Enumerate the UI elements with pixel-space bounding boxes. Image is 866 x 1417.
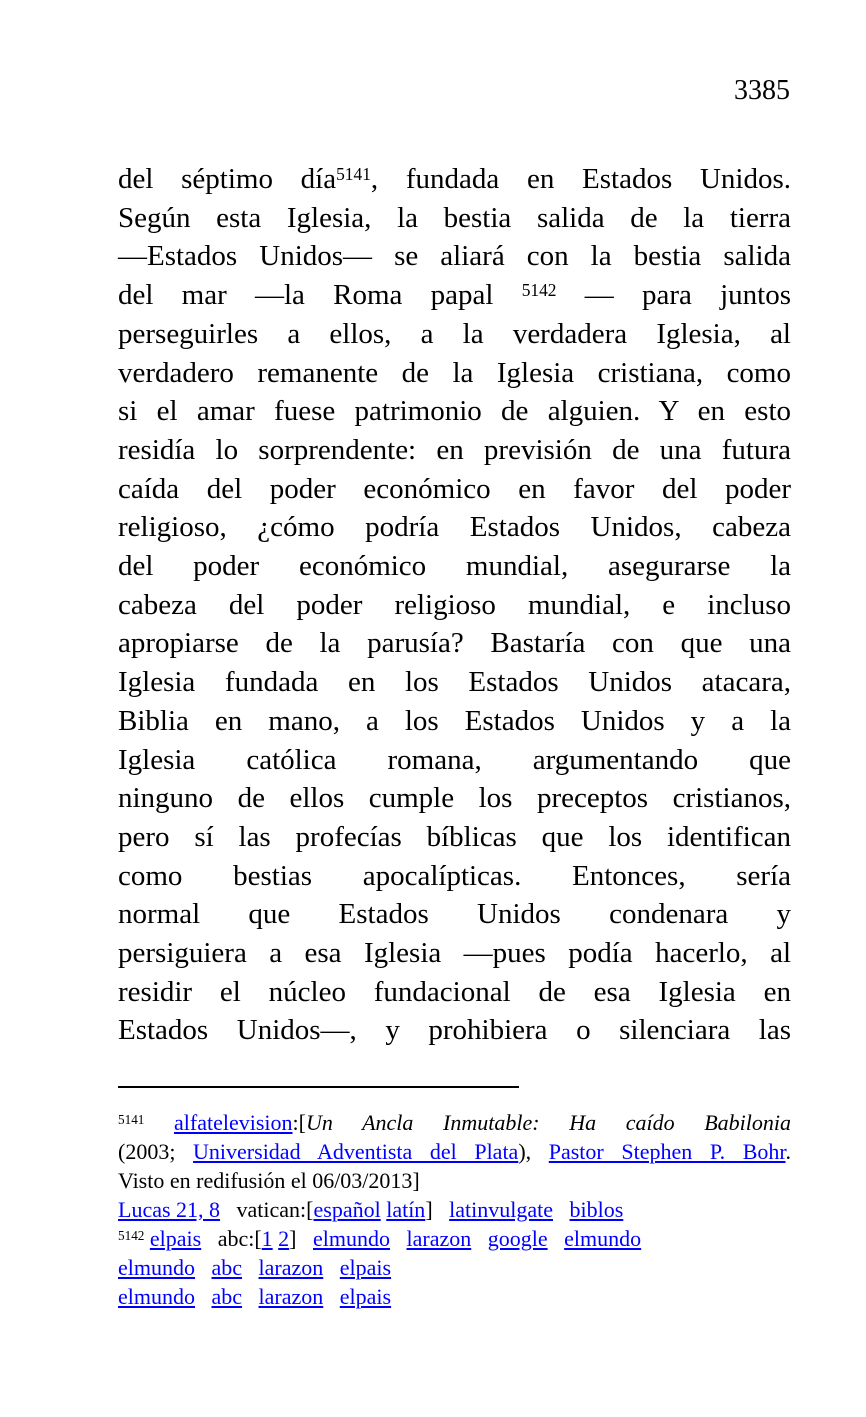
text-segment: — para juntos — [556, 279, 791, 312]
text-segment: :[ — [292, 1110, 306, 1135]
page-number: 3385 — [734, 75, 790, 106]
body-line — [118, 431, 791, 470]
text-segment: ninguno de ellos cumple los preceptos cristianos, — [118, 782, 791, 815]
text-segment: del mar —la Roma papal — [118, 279, 522, 312]
text-segment: caída del poder económico en favor del poder — [118, 472, 791, 505]
body-line — [118, 237, 791, 276]
text-segment: persiguiera a esa Iglesia —pues podía hacerlo, al — [118, 937, 791, 970]
text-segment: Biblia en mano, a los Estados Unidos y a la — [118, 704, 791, 737]
text-segment: (2003; — [118, 1139, 194, 1164]
text-segment: Estados Unidos—, y prohibiera o silenciara las — [118, 1014, 791, 1047]
body-line — [118, 624, 791, 663]
footnote-line — [118, 1253, 791, 1282]
body-line — [118, 586, 791, 625]
body-line — [118, 741, 791, 780]
text-segment: ] — [425, 1197, 450, 1222]
link-2[interactable]: 2 — [278, 1226, 290, 1251]
text-segment — [242, 1255, 259, 1280]
footnote-line — [118, 1166, 791, 1195]
link-1[interactable]: 1 — [261, 1226, 273, 1251]
link-espanol[interactable]: español — [313, 1197, 381, 1222]
footnote-line — [118, 1224, 791, 1253]
link-elpais[interactable]: elpais — [149, 1226, 202, 1251]
body-text — [118, 160, 791, 1050]
link-elpais[interactable]: elpais — [339, 1255, 392, 1280]
link-alfatelevision[interactable]: alfatelevision — [174, 1110, 293, 1135]
body-line — [118, 508, 791, 547]
text-segment — [390, 1226, 407, 1251]
body-line — [118, 470, 791, 509]
link-elmundo[interactable]: elmundo — [564, 1226, 642, 1251]
text-segment: Iglesia fundada en los Estados Unidos atacara, — [118, 666, 791, 699]
text-segment: Visto en redifusión el 06/03/2013] — [118, 1168, 420, 1193]
body-line — [118, 663, 791, 702]
link-elpais[interactable]: elpais — [339, 1284, 392, 1309]
footnote-ref: 5141 — [118, 1112, 145, 1128]
text-segment — [242, 1284, 259, 1309]
link-latinvulgate[interactable]: latinvulgate — [449, 1197, 553, 1222]
text-segment: pero sí las profecías bíblicas que los identifican — [118, 820, 791, 853]
body-line — [118, 276, 791, 315]
text-segment: del séptimo día — [118, 163, 337, 195]
text-segment — [144, 1110, 174, 1135]
text-segment: Iglesia católica romana, argumentando que — [118, 743, 791, 776]
text-segment — [553, 1197, 570, 1222]
body-line — [118, 779, 791, 818]
footnote-line — [118, 1195, 791, 1224]
link-elmundo[interactable]: elmundo — [118, 1284, 195, 1309]
text-segment: Según esta Iglesia, la bestia salida de la tierra — [118, 201, 791, 234]
body-line — [118, 818, 791, 857]
text-segment: , fundada en Estados Unidos. — [370, 163, 791, 195]
link-larazon[interactable]: larazon — [406, 1226, 472, 1251]
text-segment: abc:[ — [201, 1226, 262, 1251]
link-elmundo[interactable]: elmundo — [118, 1255, 195, 1280]
footnote-ref: 5142 — [118, 1228, 145, 1244]
body-line — [118, 392, 791, 431]
footnote-line — [118, 1137, 791, 1166]
text-segment: ), — [518, 1139, 549, 1164]
footnote-line — [118, 1108, 791, 1137]
body-line — [118, 354, 791, 393]
text-segment — [548, 1226, 565, 1251]
text-segment: religioso, ¿cómo podría Estados Unidos, cabeza — [118, 511, 791, 544]
link-larazon[interactable]: larazon — [258, 1255, 324, 1280]
link-larazon[interactable]: larazon — [258, 1284, 324, 1309]
body-line — [118, 934, 791, 973]
text-segment — [323, 1284, 340, 1309]
text-segment: ] — [289, 1226, 313, 1251]
text-segment: . — [785, 1139, 791, 1164]
footnote-ref: 5142 — [521, 280, 557, 301]
text-segment: perseguirles a ellos, a la verdadera Iglesia, al — [118, 317, 791, 350]
link-elmundo[interactable]: elmundo — [313, 1226, 390, 1251]
text-segment — [471, 1226, 488, 1251]
text-segment: apropiarse de la parusía? Bastaría con que una — [118, 627, 791, 660]
text-segment: —Estados Unidos— se aliará con la bestia salida — [118, 240, 791, 273]
text-segment: si el amar fuese patrimonio de alguien. Y en esto — [118, 395, 791, 428]
text-segment: del poder económico mundial, asegurarse la — [118, 550, 791, 583]
body-line — [118, 547, 791, 586]
body-line — [118, 857, 791, 896]
text-segment: verdadero remanente de la Iglesia cristiana, como — [118, 356, 791, 389]
footnote-ref: 5141 — [336, 164, 371, 185]
link-abc[interactable]: abc — [211, 1255, 243, 1280]
body-line — [118, 199, 791, 238]
text-segment: vatican:[ — [236, 1197, 314, 1222]
text-segment: como bestias apocalípticas. Entonces, sería — [118, 859, 791, 892]
body-line — [118, 895, 791, 934]
link-lucas-21-8[interactable]: Lucas 21, 8 — [118, 1197, 221, 1222]
text-segment — [220, 1197, 237, 1222]
text-segment: residía lo sorprendente: en previsión de una futura — [118, 433, 791, 466]
footnote-separator — [118, 1086, 519, 1088]
text-segment — [323, 1255, 340, 1280]
text-segment: normal que Estados Unidos condenara y — [118, 898, 791, 931]
body-line — [118, 702, 791, 741]
text-segment: residir el núcleo fundacional de esa Iglesia en — [118, 975, 791, 1008]
text-segment — [195, 1255, 212, 1280]
body-line — [118, 973, 791, 1012]
text-segment — [195, 1284, 212, 1309]
footnote-line — [118, 1282, 791, 1311]
body-line — [118, 315, 791, 354]
link-abc[interactable]: abc — [211, 1284, 243, 1309]
link-biblos[interactable]: biblos — [569, 1197, 624, 1222]
body-line — [118, 160, 791, 199]
link-google[interactable]: google — [487, 1226, 548, 1251]
link-latin[interactable]: latín — [386, 1197, 426, 1222]
body-line — [118, 1011, 791, 1050]
link-universidad-adventista-del-plata[interactable]: Universidad Adventista del Plata — [193, 1139, 519, 1164]
footnotes — [118, 1108, 791, 1311]
link-pastor-stephen-p-bohr[interactable]: Pastor Stephen P. Bohr — [548, 1139, 786, 1164]
work-title: Un Ancla Inmutable: Ha caído Babilonia — [305, 1110, 792, 1135]
text-segment: cabeza del poder religioso mundial, e incluso — [118, 588, 791, 621]
